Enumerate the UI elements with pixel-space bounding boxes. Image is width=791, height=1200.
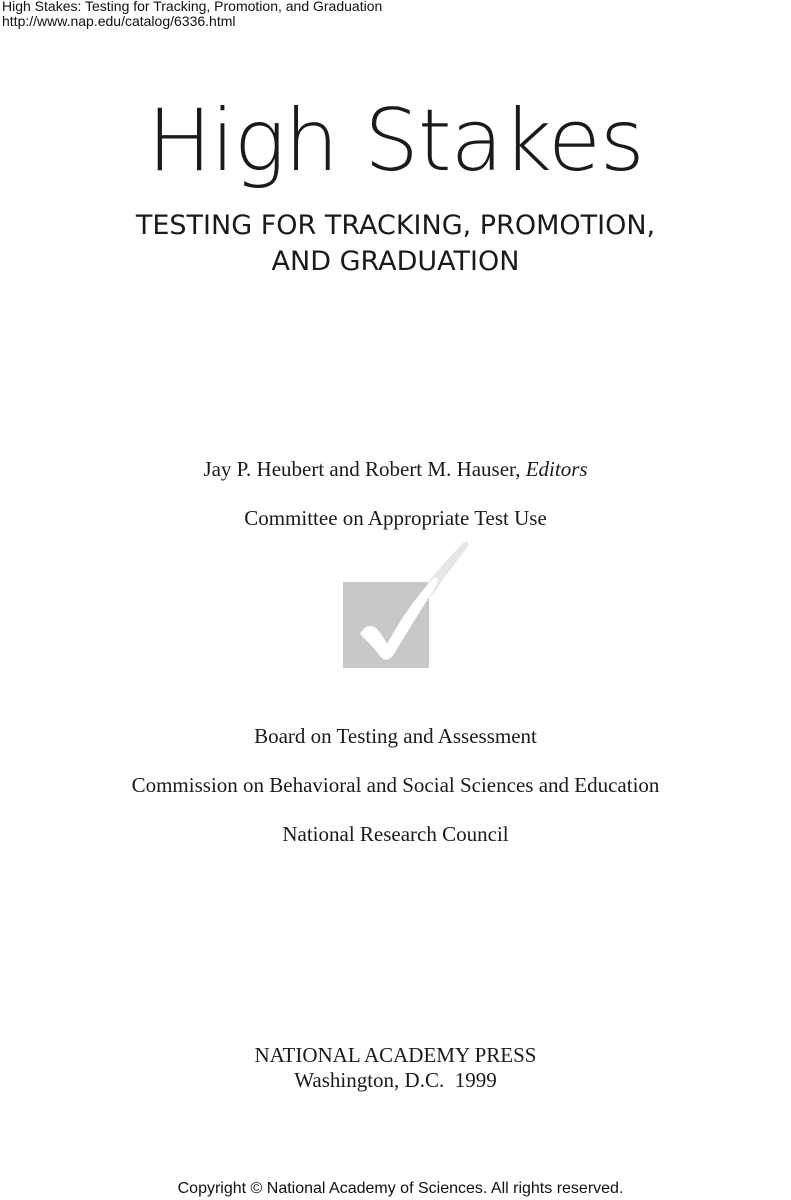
subtitle-line-1: TESTING FOR TRACKING, PROMOTION, — [135, 210, 656, 241]
editors-line — [0, 456, 791, 482]
editor-names: Jay P. Heubert and Robert M. Hauser, — [203, 457, 526, 481]
publisher-name: NATIONAL ACADEMY PRESS — [254, 1043, 537, 1067]
book-subtitle — [0, 208, 791, 280]
checkmark-icon — [340, 538, 470, 670]
subtitle-line-2: AND GRADUATION — [271, 246, 520, 277]
checkmark-fade-stroke — [428, 541, 468, 598]
running-head-url[interactable]: http://www.nap.edu/catalog/6336.html — [2, 13, 236, 29]
committee-name: Committee on Appropriate Test Use — [244, 506, 547, 530]
running-head-title: High Stakes: Testing for Tracking, Promotion, and Graduation — [2, 0, 383, 14]
book-title: High Stakes — [147, 91, 644, 191]
council-name: National Research Council — [282, 822, 509, 846]
editors-role: Editors — [525, 457, 588, 481]
board-name: Board on Testing and Assessment — [254, 724, 537, 748]
commission-name: Commission on Behavioral and Social Sciences and Education — [131, 773, 660, 797]
publisher-place-year: Washington, D.C. 1999 — [294, 1068, 497, 1092]
copyright-footer: Copyright © National Academy of Sciences. All rights reserved. — [177, 1180, 624, 1197]
